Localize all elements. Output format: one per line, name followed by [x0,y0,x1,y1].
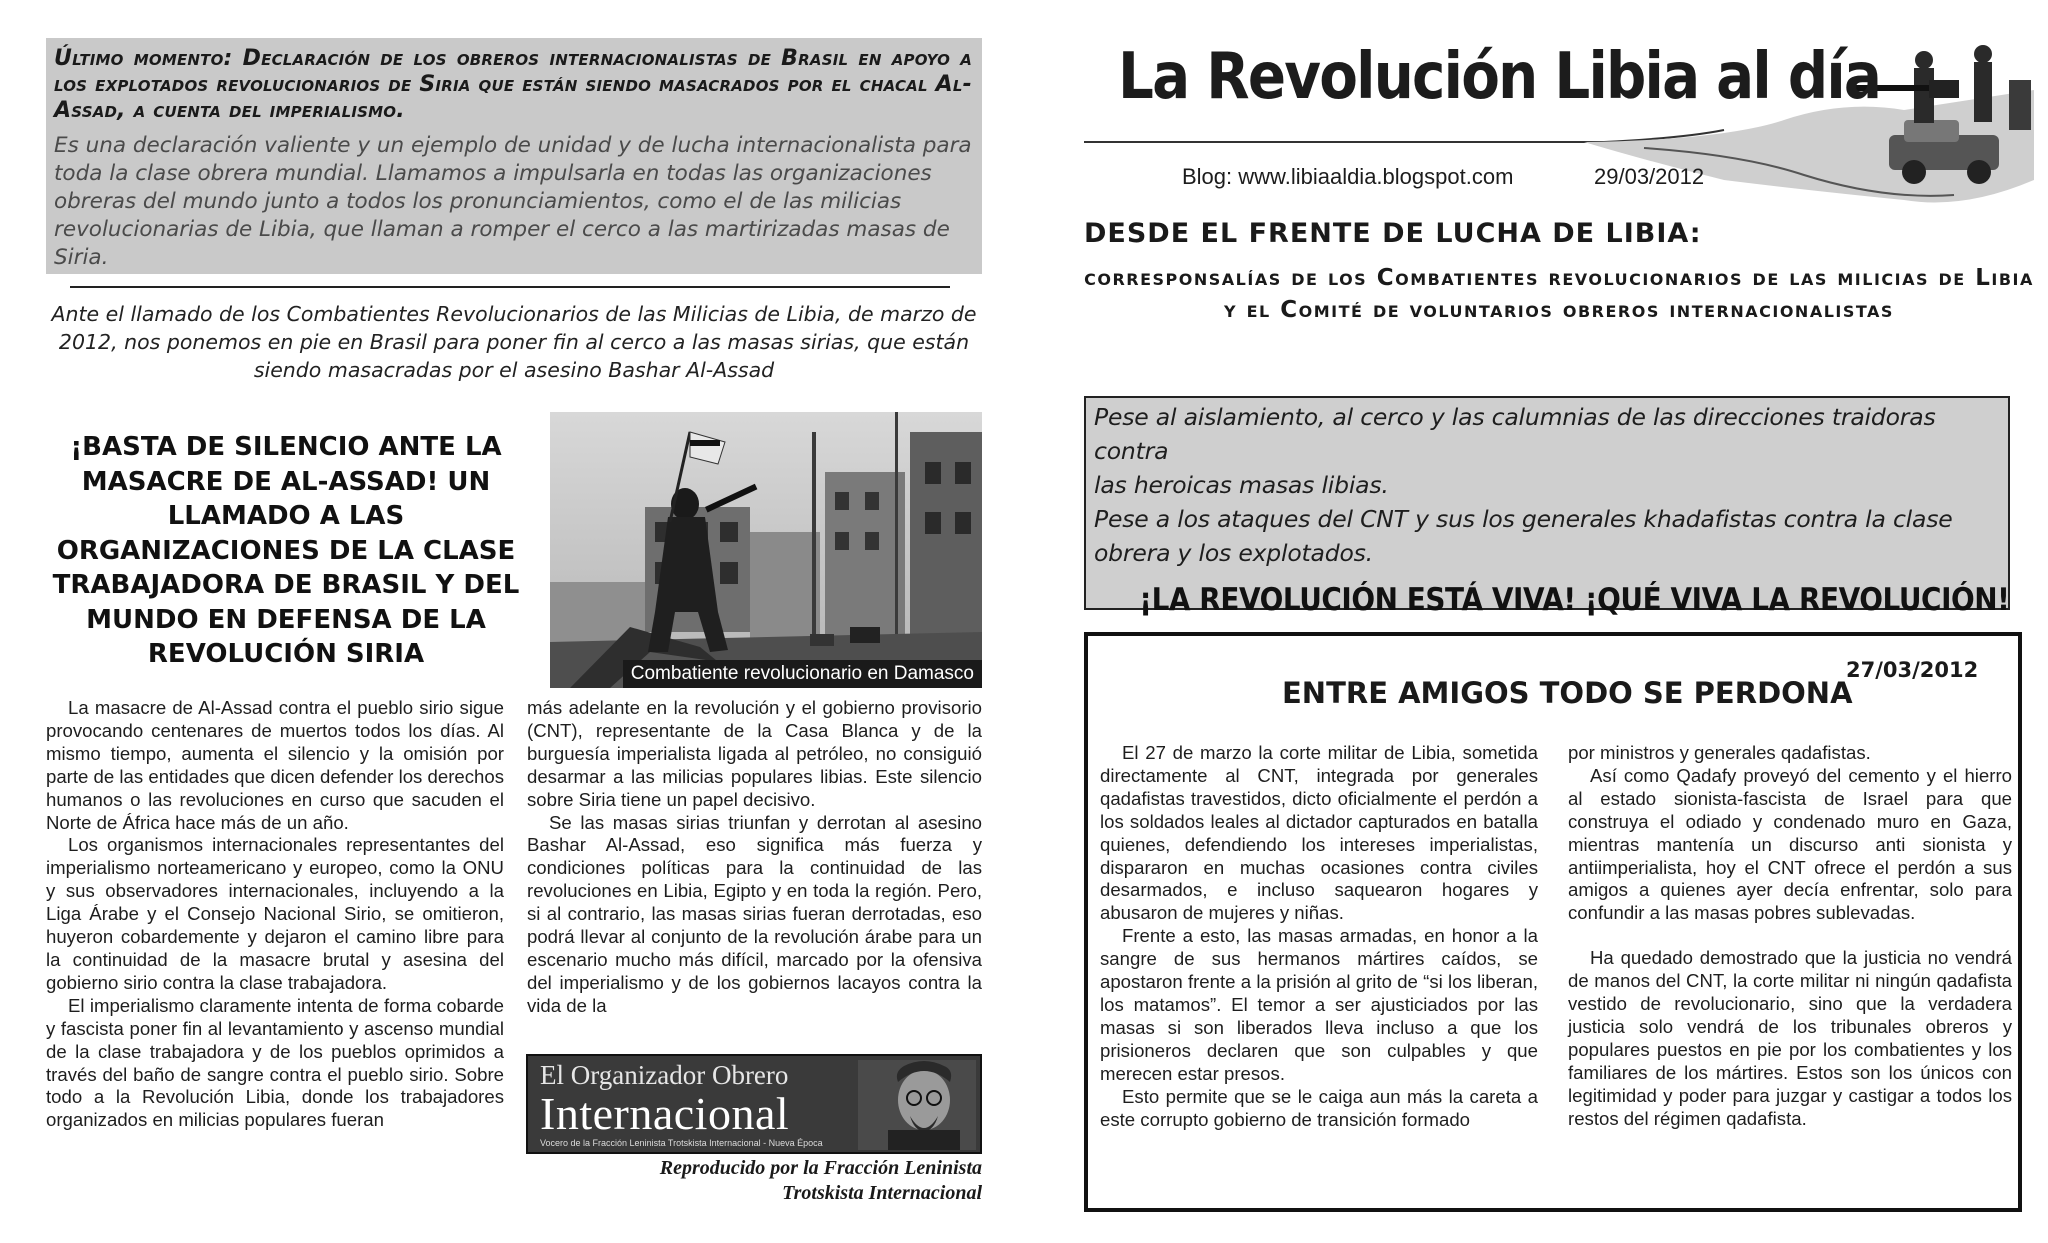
blog-url[interactable]: Blog: www.libiaaldia.blogspot.com [1182,164,1514,189]
basta-headline: ¡BASTA DE SILENCIO ANTE LA MASACRE DE AL-ASSAD! UN LLAMADO A LAS ORGANIZACIONES DE LA CLASE TRABAJADORA DE BRASIL Y DEL MUNDO EN DEFENSA DE LA REVOLUCIÓN SIRIA [52,432,520,669]
paragraph: Así como Qadafy proveyó del cemento y el hierro al estado sionista-fascista de Israel para que construya el odiado y condenado muro en Gaza, mientras mantenía un discurso anti sionista y antiimperialista, hoy el CNT ofrece el perdón a sus amigos a quienes ayer decía enfrentar, solo para confundir a las masas pobres sublevadas. [1568,764,2012,924]
article-column-2 [527,697,982,1018]
paragraph: El imperialismo claramente intenta de forma cobarde y fascista poner fin al levantamiento y ascenso mundial de la clase trabajadora y de los pueblos oprimidos a través del baño de sangre contra el pueblo sirio. Sobre todo a la Revolución Libia, donde los trabajadores organizados en milicias populares fueran [46,994,504,1131]
pese-line: obrera y los explotados. [1094,539,1373,567]
revolution-slogan: ¡LA REVOLUCIÓN ESTÁ VIVA! ¡QUÉ VIVA LA REVOLUCIÓN! [1139,582,2010,618]
amigos-date: 27/03/2012 [1846,658,1979,682]
pese-line: Pese al aislamiento, al cerco y las calumnias de las direcciones traidoras contra [1094,403,1936,465]
paragraph: El 27 de marzo la corte militar de Libia, sometida directamente al CNT, integrada por generales qadafistas travestidos, dicto oficialmente el perdón a los soldados leales al dictador capturados en batalla quienes, defendiendo los intereses imperialistas, dispararon en muchas ocasiones contra civiles desarmados, e incluso saquearon hogares y abusaron de mujeres y niñas. [1100,742,1538,924]
paragraph: La masacre de Al-Assad contra el pueblo sirio sigue provocando centenares de muertos todos los días. Al mismo tiempo, aumenta el silencio y la omisión por parte de las entidades que dicen defender los derechos humanos o las revoluciones en curso que sacuden el Norte de África hace más de un año. [46,697,504,833]
paragraph: Se las masas sirias triunfan y derrotan al asesino Bashar Al-Assad, eso significa más fuerza y condiciones políticas para la continuidad de las revoluciones en Libia, Egipto y en toda la región. Pero, si al contrario, las masas sirias fueran derrotadas, eso podrá llevar al conjunto de la revolución árabe para un escenario mucho más difícil, marcado por la ofensiva del imperialismo y de los gobiernos lacayos contra la vida de la [527,811,982,1016]
paragraph: Ha quedado demostrado que la justicia no vendrá de manos del CNT, la corte militar ni ningún qadafista vestido de revolucionario, sino que la verdadera justicia solo vendrá de los tribunales obreros y populares puestos en pie por los combatientes y los familiares de los mártires. Estos son los únicos con legitimidad y poder para juzgar y castigar a todos los restos del régimen qadafista. [1568,947,2012,1129]
organizador-title-line1: El Organizador Obrero [540,1060,789,1090]
amigos-column-1 [1100,742,1538,1131]
paragraph: Esto permite que se le caiga aun más la careta a este corrupto gobierno de transición formado [1100,1085,1538,1130]
frente-heading: DESDE EL FRENTE DE LUCHA DE LIBIA: [1084,218,1702,249]
article-column-1 [46,697,504,1132]
ultimo-momento-body: Es una declaración valiente y un ejemplo de unidad y de lucha internacionalista para toda la clase obrera mundial. Llamamos a impulsarla en todas las organizaciones obreras del mundo junto a todos los pronunciamientos, como el de las milicias revolucionarias de Libia, que llaman a romper el cerco a las martirizadas masas de Siria. [54,133,972,270]
pese-line: las heroicas masas libias. [1094,471,1389,499]
damasco-photo-image [550,412,982,688]
organizador-subtitle: Vocero de la Fracción Leninista Trotskista Internacional - Nueva Época [540,1138,823,1148]
reproducido-line1: Reproducido por la Fracción Leninista [659,1157,982,1179]
corresponsalias-heading: corresponsalías de los Combatientes revolucionarios de las milicias de Libia y el Comité de voluntarios obreros internacionalistas [1084,265,2034,323]
ultimo-momento-box [46,38,982,274]
damasco-photo [550,412,982,688]
paragraph: Los organismos internacionales representantes del imperialismo norteamericano y europeo, como la ONU y sus observadores internacionales, incluyendo a la Liga Árabe y el Consejo Nacional Sirio, se omitieron, huyeron cobardemente y dejaron el camino libre para la continuidad de la masacre brutal y asesina del gobierno sirio contra la clase trabajadora. [46,834,504,993]
trotsky-portrait-icon [858,1060,976,1150]
issue-date: 29/03/2012 [1594,164,1705,189]
photo-caption: Combatiente revolucionario en Damasco [623,660,982,688]
amigos-title: ENTRE AMIGOS TODO SE PERDONA [1282,676,1853,710]
reproducido-credit [560,1156,982,1206]
intro-text: Ante el llamado de los Combatientes Revolucionarios de las Milicias de Libia, de marzo de 2012, nos ponemos en pie en Brasil para poner fin al cerco a las masas sirias, que están siendo masacradas por el asesino Bashar Al-Assad [51,302,977,382]
organizador-obrero-banner [526,1054,982,1154]
divider [70,286,950,288]
pese-box [1084,396,2010,618]
paragraph: más adelante en la revolución y el gobierno provisorio (CNT), representante de la Casa Blanca y de la burguesía imperialista ligada al petróleo, no consiguió desarmar a las milicias populares libias. Este silencio sobre Siria tiene un papel decisivo. [527,697,982,810]
paragraph: Frente a esto, las masas armadas, en honor a la sangre de sus hermanos mártires caídos, se apostaron frente a la prisión al grito de “si los liberan, los matamos”. El temor a ser ajusticiados por las masas si son liberados lleva incluso a que los prisioneros declaren que son culpables y que merecen estar presos. [1100,925,1538,1084]
ultimo-momento-heading: Último momento: Declaración de los obreros internacionalistas de Brasil en apoyo a los explotados revolucionarios de Siria que están siendo masacrados por el chacal Al-Assad, a cuenta del imperialismo. [54,46,972,123]
pese-line: Pese a los ataques del CNT y sus los generales khadafistas contra la clase [1094,505,1953,533]
amigos-column-2 [1568,742,2012,1131]
reproducido-line2: Trotskista Internacional [782,1182,982,1204]
organizador-title-line2: Internacional [540,1088,790,1139]
masthead-title: La Revolución Libia al día [1118,40,1881,114]
paragraph: por ministros y generales qadafistas. [1568,742,1871,763]
